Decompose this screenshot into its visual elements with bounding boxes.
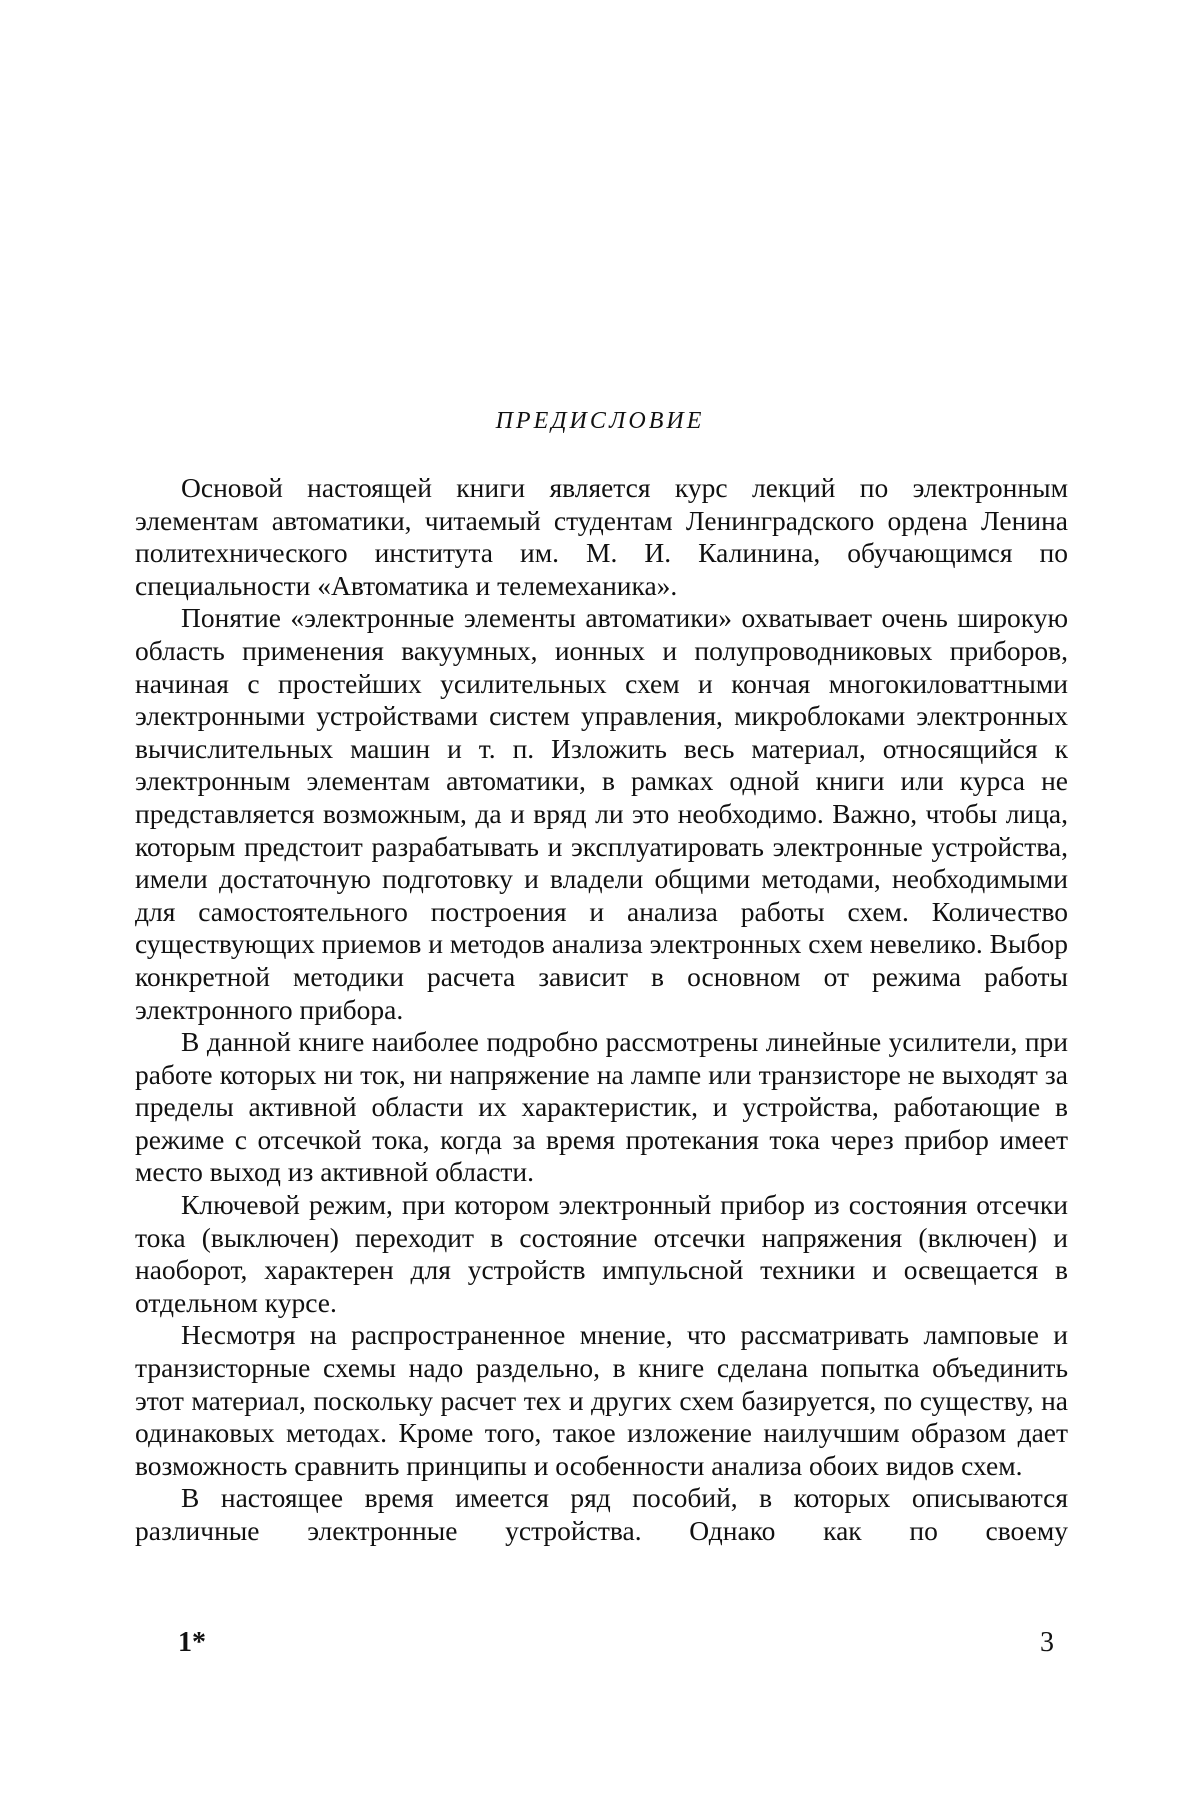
paragraph-1: Основой настоящей книги является курс лекций по электронным элементам автоматики, читаемый студентам Ленинградского ордена Ленина политехнического института им. М. И. Калинина, обучающимся по специальности «Автоматика и телемеханика». [135,472,1068,601]
paragraph-2: Понятие «электронные элементы автоматики» охватывает очень широкую область применения вакуумных, ионных и полупроводниковых приборов, начиная с простейших усилительных схем и кончая многокиловаттными электронными устройствами систем управления, микроблоками электронных вычислительных машин и т. п. Изложить весь материал, относящийся к электронным элементам автоматики, в рамках одной книги или курса не представляется возможным, да и вряд ли это необходимо. Важно, чтобы лица, которым предстоит разрабатывать и эксплуатировать электронные устройства, имели достаточную подготовку и владели общими методами, необходимыми для самостоятельного построения и анализа работы схем. Количество существующих приемов и методов анализа электронных схем невелико. Выбор конкретной методики расчета зависит в основном от режима работы электронного прибора. [135,602,1068,1025]
paragraph-6: В настоящее время имеется ряд пособий, в которых описываются различные электронные устройства. Однако как по своему [135,1482,1068,1546]
body-text [135,472,1068,1548]
page-heading: ПРЕДИСЛОВИЕ [495,408,705,434]
paragraph-5: Несмотря на распространенное мнение, что рассматривать ламповые и транзисторные схемы надо раздельно, в книге сделана попытка объединить этот материал, поскольку расчет тех и других схем базируется, по существу, на одинаковых методах. Кроме того, такое изложение наилучшим образом дает возможность сравнить принципы и особенности анализа обоих видов схем. [135,1319,1068,1481]
paragraph-3: В данной книге наиболее подробно рассмотрены линейные усилители, при работе которых ни ток, ни напряжение на лампе или транзисторе не выходят за пределы активной области их характеристик, и устройства, работающие в режиме с отсечкой тока, когда за время протекания тока через прибор имеет место выход из активной области. [135,1026,1068,1188]
signature-mark: 1* [178,1627,206,1658]
page-number: 3 [1040,1627,1054,1658]
paragraph-4: Ключевой режим, при котором электронный прибор из состояния отсечки тока (выключен) переходит в состояние отсечки напряжения (включен) и наоборот, характерен для устройств импульсной техники и освещается в отдельном курсе. [135,1189,1068,1318]
